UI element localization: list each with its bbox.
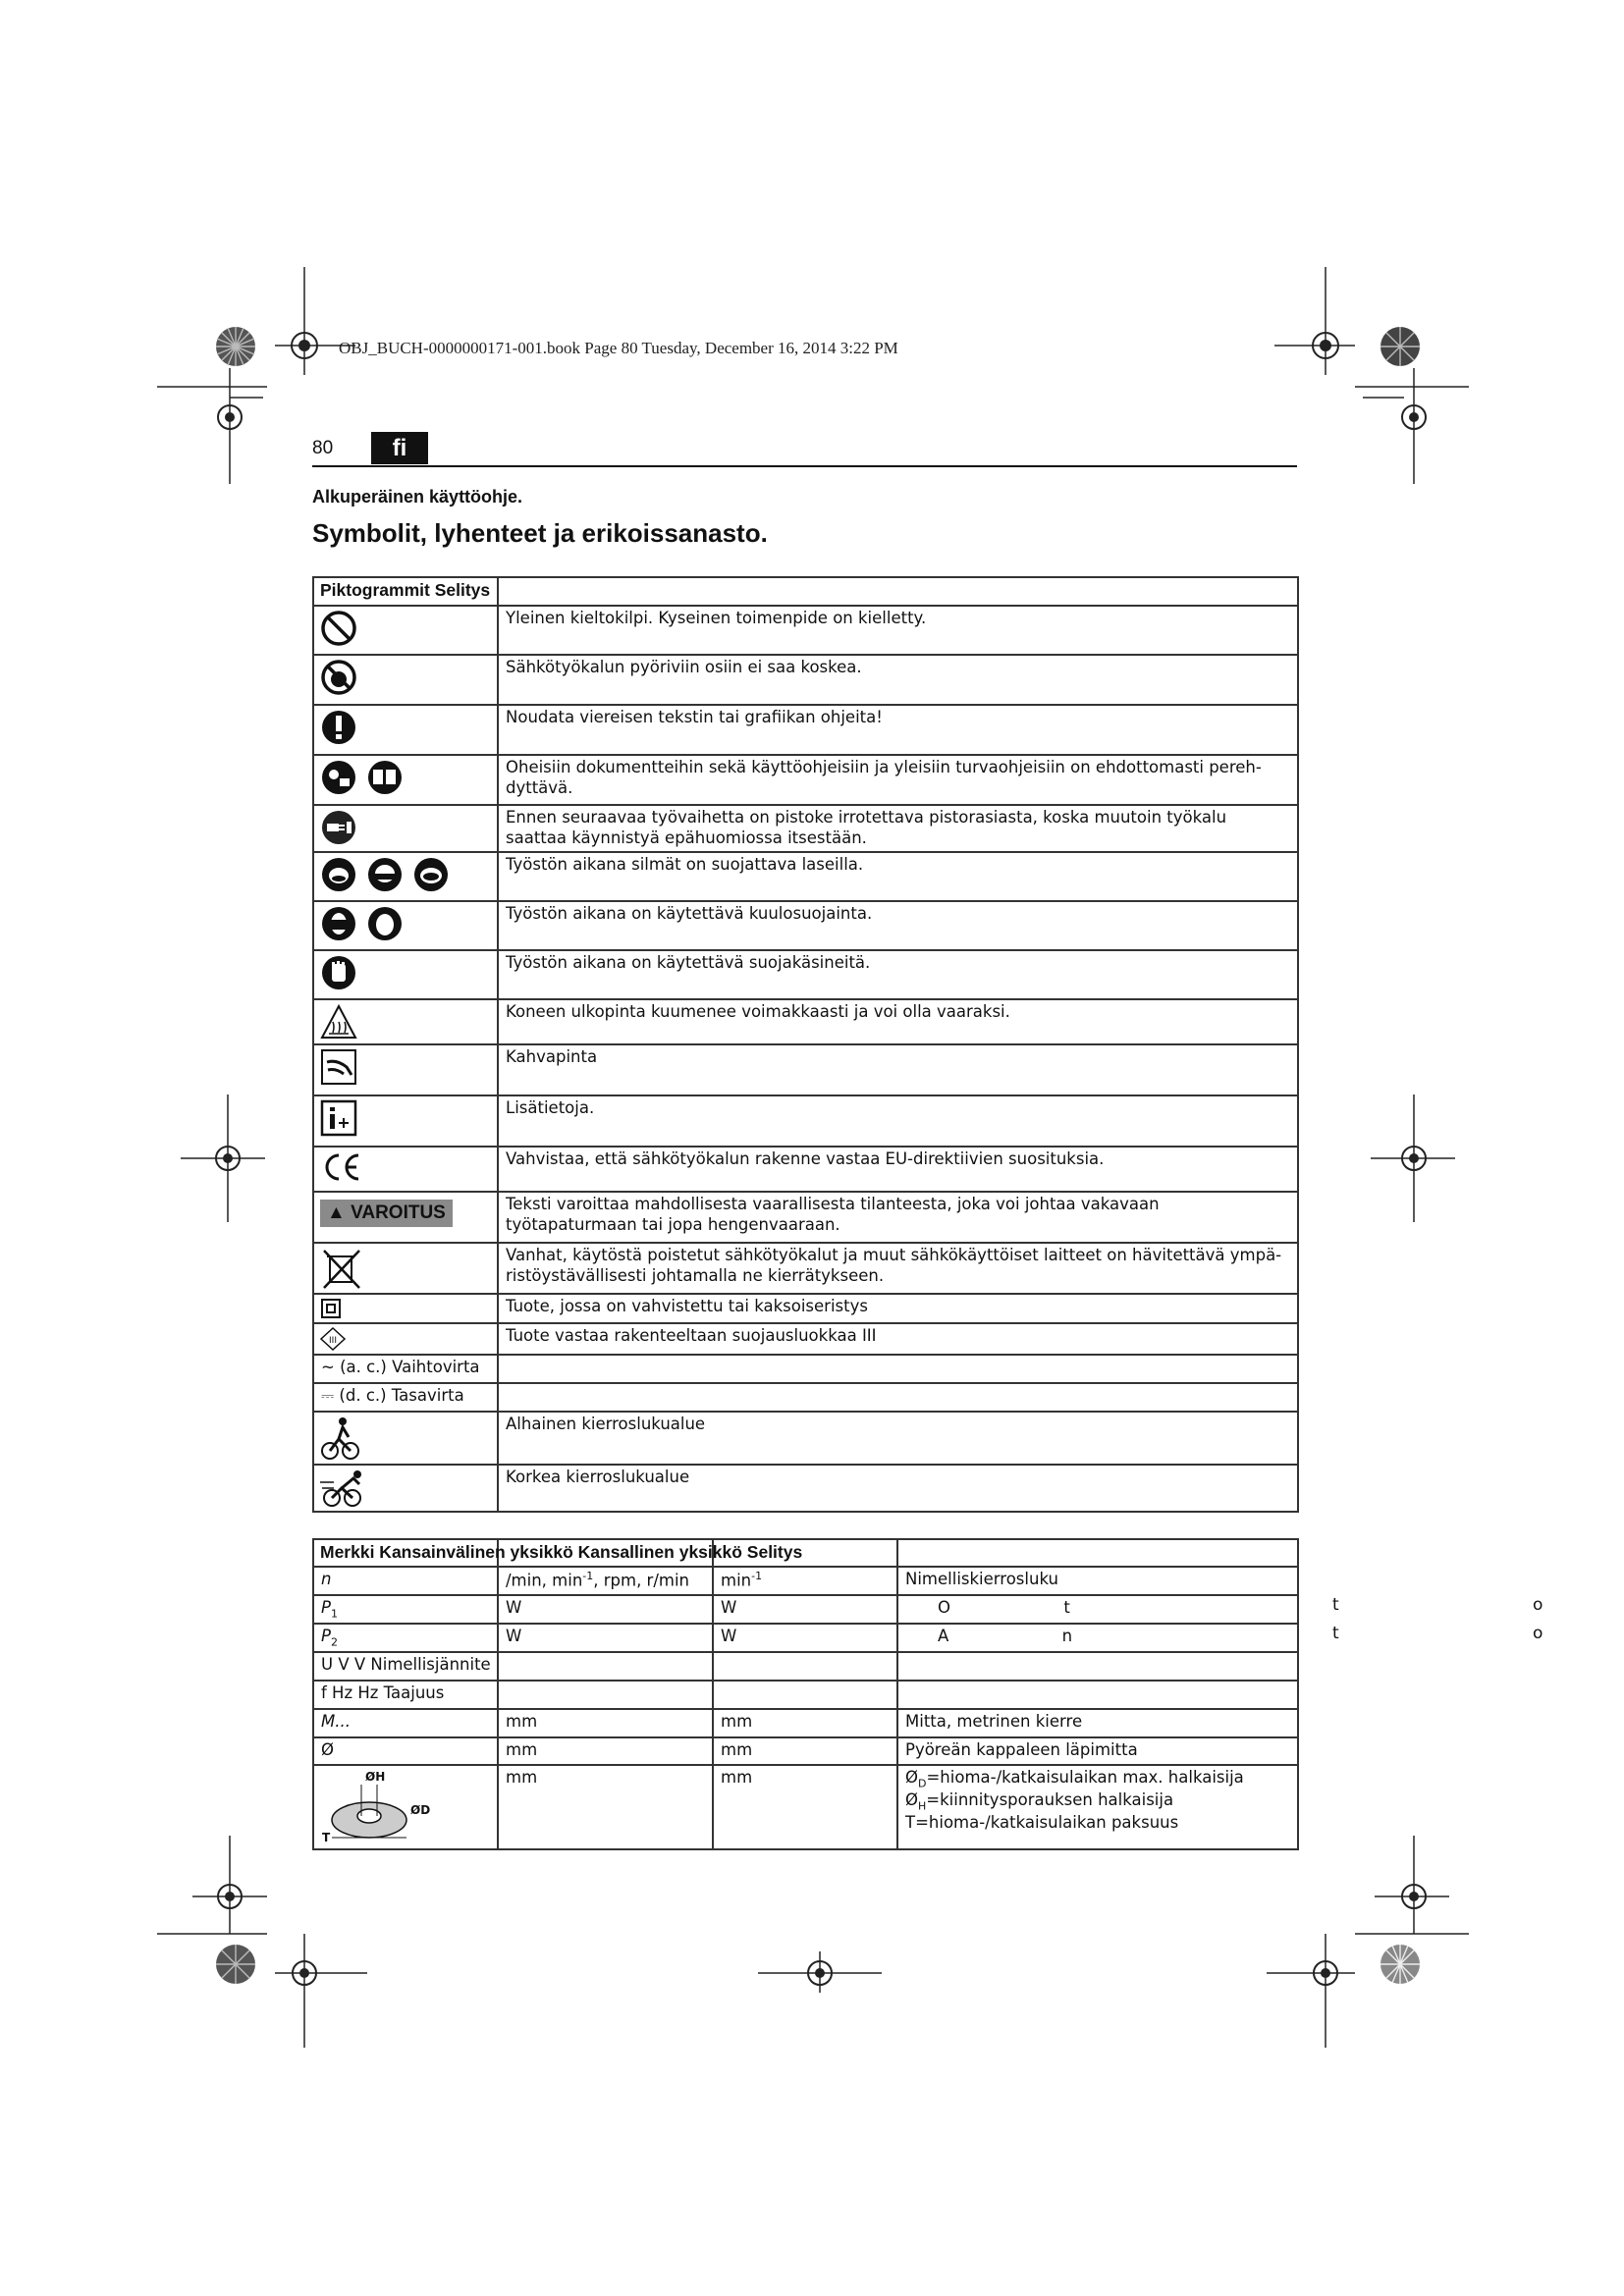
units-table [312, 1538, 1299, 1850]
unit-description: Nimelliskierrosluku [897, 1567, 1298, 1595]
mandatory-attention-icon [320, 709, 357, 746]
table-row [313, 805, 1298, 852]
crop-mark [177, 1095, 275, 1222]
stray-mark: o [1533, 1624, 1543, 1643]
grip-surface-icon [320, 1048, 357, 1086]
page-number: 80 [312, 438, 334, 458]
ce-mark-icon [320, 1150, 363, 1184]
prohibition-icon [320, 610, 357, 647]
table-row [313, 1681, 1298, 1709]
table-header-row [313, 577, 1298, 606]
language-badge: fi [371, 432, 428, 464]
row-description: Yleinen kieltokilpi. Kyseinen toimenpide on kielletty. [498, 606, 1298, 655]
table-row [313, 705, 1298, 755]
symbols-table [312, 576, 1299, 1513]
direct-current-label: ⎓ (d. c.) Tasavirta [313, 1383, 498, 1412]
header-rule [312, 465, 1297, 467]
national-unit: W [713, 1595, 897, 1624]
row-description: Tuote vastaa rakenteeltaan suojausluokkaa III [498, 1323, 1298, 1355]
row-description: Teksti varoittaa mahdollisesta vaarallisesta tilanteesta, joka voi johtaa vakavaan työtapaturmaan tai jopa hengenvaaraan. [498, 1192, 1298, 1243]
row-description: Vahvistaa, että sähkötyökalun rakenne vastaa EU-direktiivien suosituksia. [498, 1147, 1298, 1192]
svg-text:III: III [329, 1336, 337, 1346]
symbol-cell: f Hz Hz Taajuus [313, 1681, 498, 1709]
intl-unit: mm [498, 1709, 713, 1737]
unit-description: $Ø_D=hioma-$/katkaisulaikan max. halkaisija $Ø_H=kiinnitysporauksen$ halkaisija T=hioma-/katkaisulaikan paksuus [897, 1765, 1298, 1849]
row-description: Kahvapinta [498, 1044, 1298, 1095]
crop-mark [1267, 267, 1365, 424]
symbol-cell: M... [321, 1712, 351, 1732]
unit-description: O t [897, 1595, 1298, 1624]
table-row [313, 1737, 1298, 1765]
table-row [313, 655, 1298, 705]
table-row [313, 1044, 1298, 1095]
diagram-label-thickness: T [322, 1831, 331, 1845]
weee-bin-icon [320, 1247, 363, 1290]
table-row [313, 1355, 1298, 1383]
table-row [313, 755, 1298, 805]
unit-description: Mitta, metrinen kierre [897, 1709, 1298, 1737]
table-row [313, 1095, 1298, 1147]
national-unit: mm [713, 1709, 897, 1737]
stray-mark: t [1332, 1624, 1339, 1643]
crop-mark [756, 1914, 884, 1993]
symbol-cell: n [321, 1570, 332, 1588]
grinding-disc-diagram [320, 1769, 431, 1845]
crop-mark [1355, 368, 1473, 486]
symbol-cell: U V V Nimellisjännite [313, 1652, 498, 1681]
row-description: Tuote, jossa on vahvistettu tai kaksoiseristys [498, 1294, 1298, 1323]
file-info-line: OBJ_BUCH-0000000171-001.book Page 80 Tuesday, December 16, 2014 3:22 PM [339, 339, 898, 357]
intl-unit: mm [498, 1765, 713, 1849]
stray-mark: o [1533, 1595, 1543, 1615]
table-row [313, 606, 1298, 655]
national-unit: mm [713, 1765, 897, 1849]
warning-badge: ▲ VAROITUS [320, 1200, 453, 1227]
national-unit: mm [713, 1737, 897, 1765]
unit-description: A n [897, 1624, 1298, 1652]
table-row [313, 1765, 1298, 1849]
intl-unit: mm [498, 1737, 713, 1765]
row-description: Korkea kierroslukualue [498, 1465, 1298, 1512]
registration-mark [208, 319, 263, 374]
table-row [313, 1465, 1298, 1512]
intl-unit: /min, min [506, 1571, 583, 1590]
row-description: Oheisiin dokumentteihin sekä käyttöohjeisiin ja yleisiin turvaohjeisiin on ehdottomasti pereh-dyttävä. [498, 755, 1298, 805]
row-description: Lisätietoja. [498, 1095, 1298, 1147]
row-description: Vanhat, käytöstä poistetut sähkötyökalut ja muut sähkökäyttöiset laitteet on hävitettävä ympä-ristöystävällisesti johtamalla ne kierrätykseen. [498, 1243, 1298, 1294]
table-row [313, 999, 1298, 1044]
crop-mark [1267, 1914, 1365, 2052]
read-manual-icon [320, 759, 410, 796]
table-row [313, 1412, 1298, 1465]
intl-unit: W [498, 1624, 713, 1652]
crop-mark [157, 1836, 275, 1953]
table-header: Merkki Kansainvälinen yksikkö Kansallinen yksikkö Selitys [313, 1539, 498, 1567]
document-subtitle: Alkuperäinen käyttöohje. [312, 487, 523, 507]
diagram-label-outer: ØD [410, 1803, 431, 1818]
table-header-row [313, 1539, 1298, 1567]
row-description: Työstön aikana silmät on suojattava laseilla. [498, 852, 1298, 901]
table-row: $P_2$ W W A n [313, 1624, 1298, 1652]
row-description: Työstön aikana on käytettävä kuulosuojainta. [498, 901, 1298, 950]
low-speed-cyclist-icon [320, 1415, 361, 1461]
table-row [313, 1147, 1298, 1192]
table-row [313, 852, 1298, 901]
table-row: n /min, $\min^{-1}$, rpm, r/min $\min^{-1}$ Nimelliskierrosluku [313, 1567, 1298, 1595]
diagram-label-hole: ØH [365, 1770, 386, 1785]
table-row [313, 1383, 1298, 1412]
symbol-cell: P [321, 1598, 331, 1617]
registration-mark [1373, 319, 1428, 374]
stray-mark: t [1332, 1595, 1339, 1615]
table-row [313, 1192, 1298, 1243]
row-description: Ennen seuraavaa työvaihetta on pistoke irrotettava pistorasiasta, koska muutoin työkalu saattaa käynnistyä epähuomiossa itsestään. [498, 805, 1298, 852]
row-description: Sähkötyökalun pyöriviin osiin ei saa koskea. [498, 655, 1298, 705]
crop-mark [1365, 1095, 1463, 1222]
ear-protection-icon [320, 905, 410, 942]
table-row [313, 1243, 1298, 1294]
crop-mark [157, 368, 275, 486]
protection-class-iii-icon [320, 1327, 346, 1351]
table-row: $P_1$ W W O t [313, 1595, 1298, 1624]
intl-unit: W [498, 1595, 713, 1624]
row-description: Alhainen kierroslukualue [498, 1412, 1298, 1465]
table-header: Piktogrammit Selitys [313, 577, 498, 606]
table-row [313, 1709, 1298, 1737]
eye-protection-icon [320, 856, 454, 893]
no-touch-rotating-icon [320, 659, 357, 696]
row-description: Noudata viereisen tekstin tai grafiikan ohjeita! [498, 705, 1298, 755]
row-description: Koneen ulkopinta kuumenee voimakkaasti ja voi olla vaaraksi. [498, 999, 1298, 1044]
table-row [313, 950, 1298, 999]
table-row [313, 1652, 1298, 1681]
high-speed-cyclist-icon [320, 1468, 367, 1508]
table-row [313, 1323, 1298, 1355]
national-unit: min [721, 1571, 752, 1590]
unplug-icon [320, 809, 357, 846]
crop-mark [265, 1914, 373, 2052]
table-row [313, 1294, 1298, 1323]
crop-mark [1355, 1836, 1473, 1953]
unit-description: Pyöreän kappaleen läpimitta [897, 1737, 1298, 1765]
national-unit: W [713, 1624, 897, 1652]
page-title: Symbolit, lyhenteet ja erikoissanasto. [312, 518, 768, 548]
table-row [313, 901, 1298, 950]
symbol-cell: P [321, 1627, 331, 1646]
hot-surface-icon [320, 1003, 357, 1041]
alternating-current-label: ~ (a. c.) Vaihtovirta [313, 1355, 498, 1383]
gloves-icon [320, 954, 357, 991]
symbol-cell: Ø [313, 1737, 498, 1765]
info-icon [320, 1099, 357, 1137]
row-description: Työstön aikana on käytettävä suojakäsineitä. [498, 950, 1298, 999]
double-insulation-icon [320, 1298, 342, 1319]
